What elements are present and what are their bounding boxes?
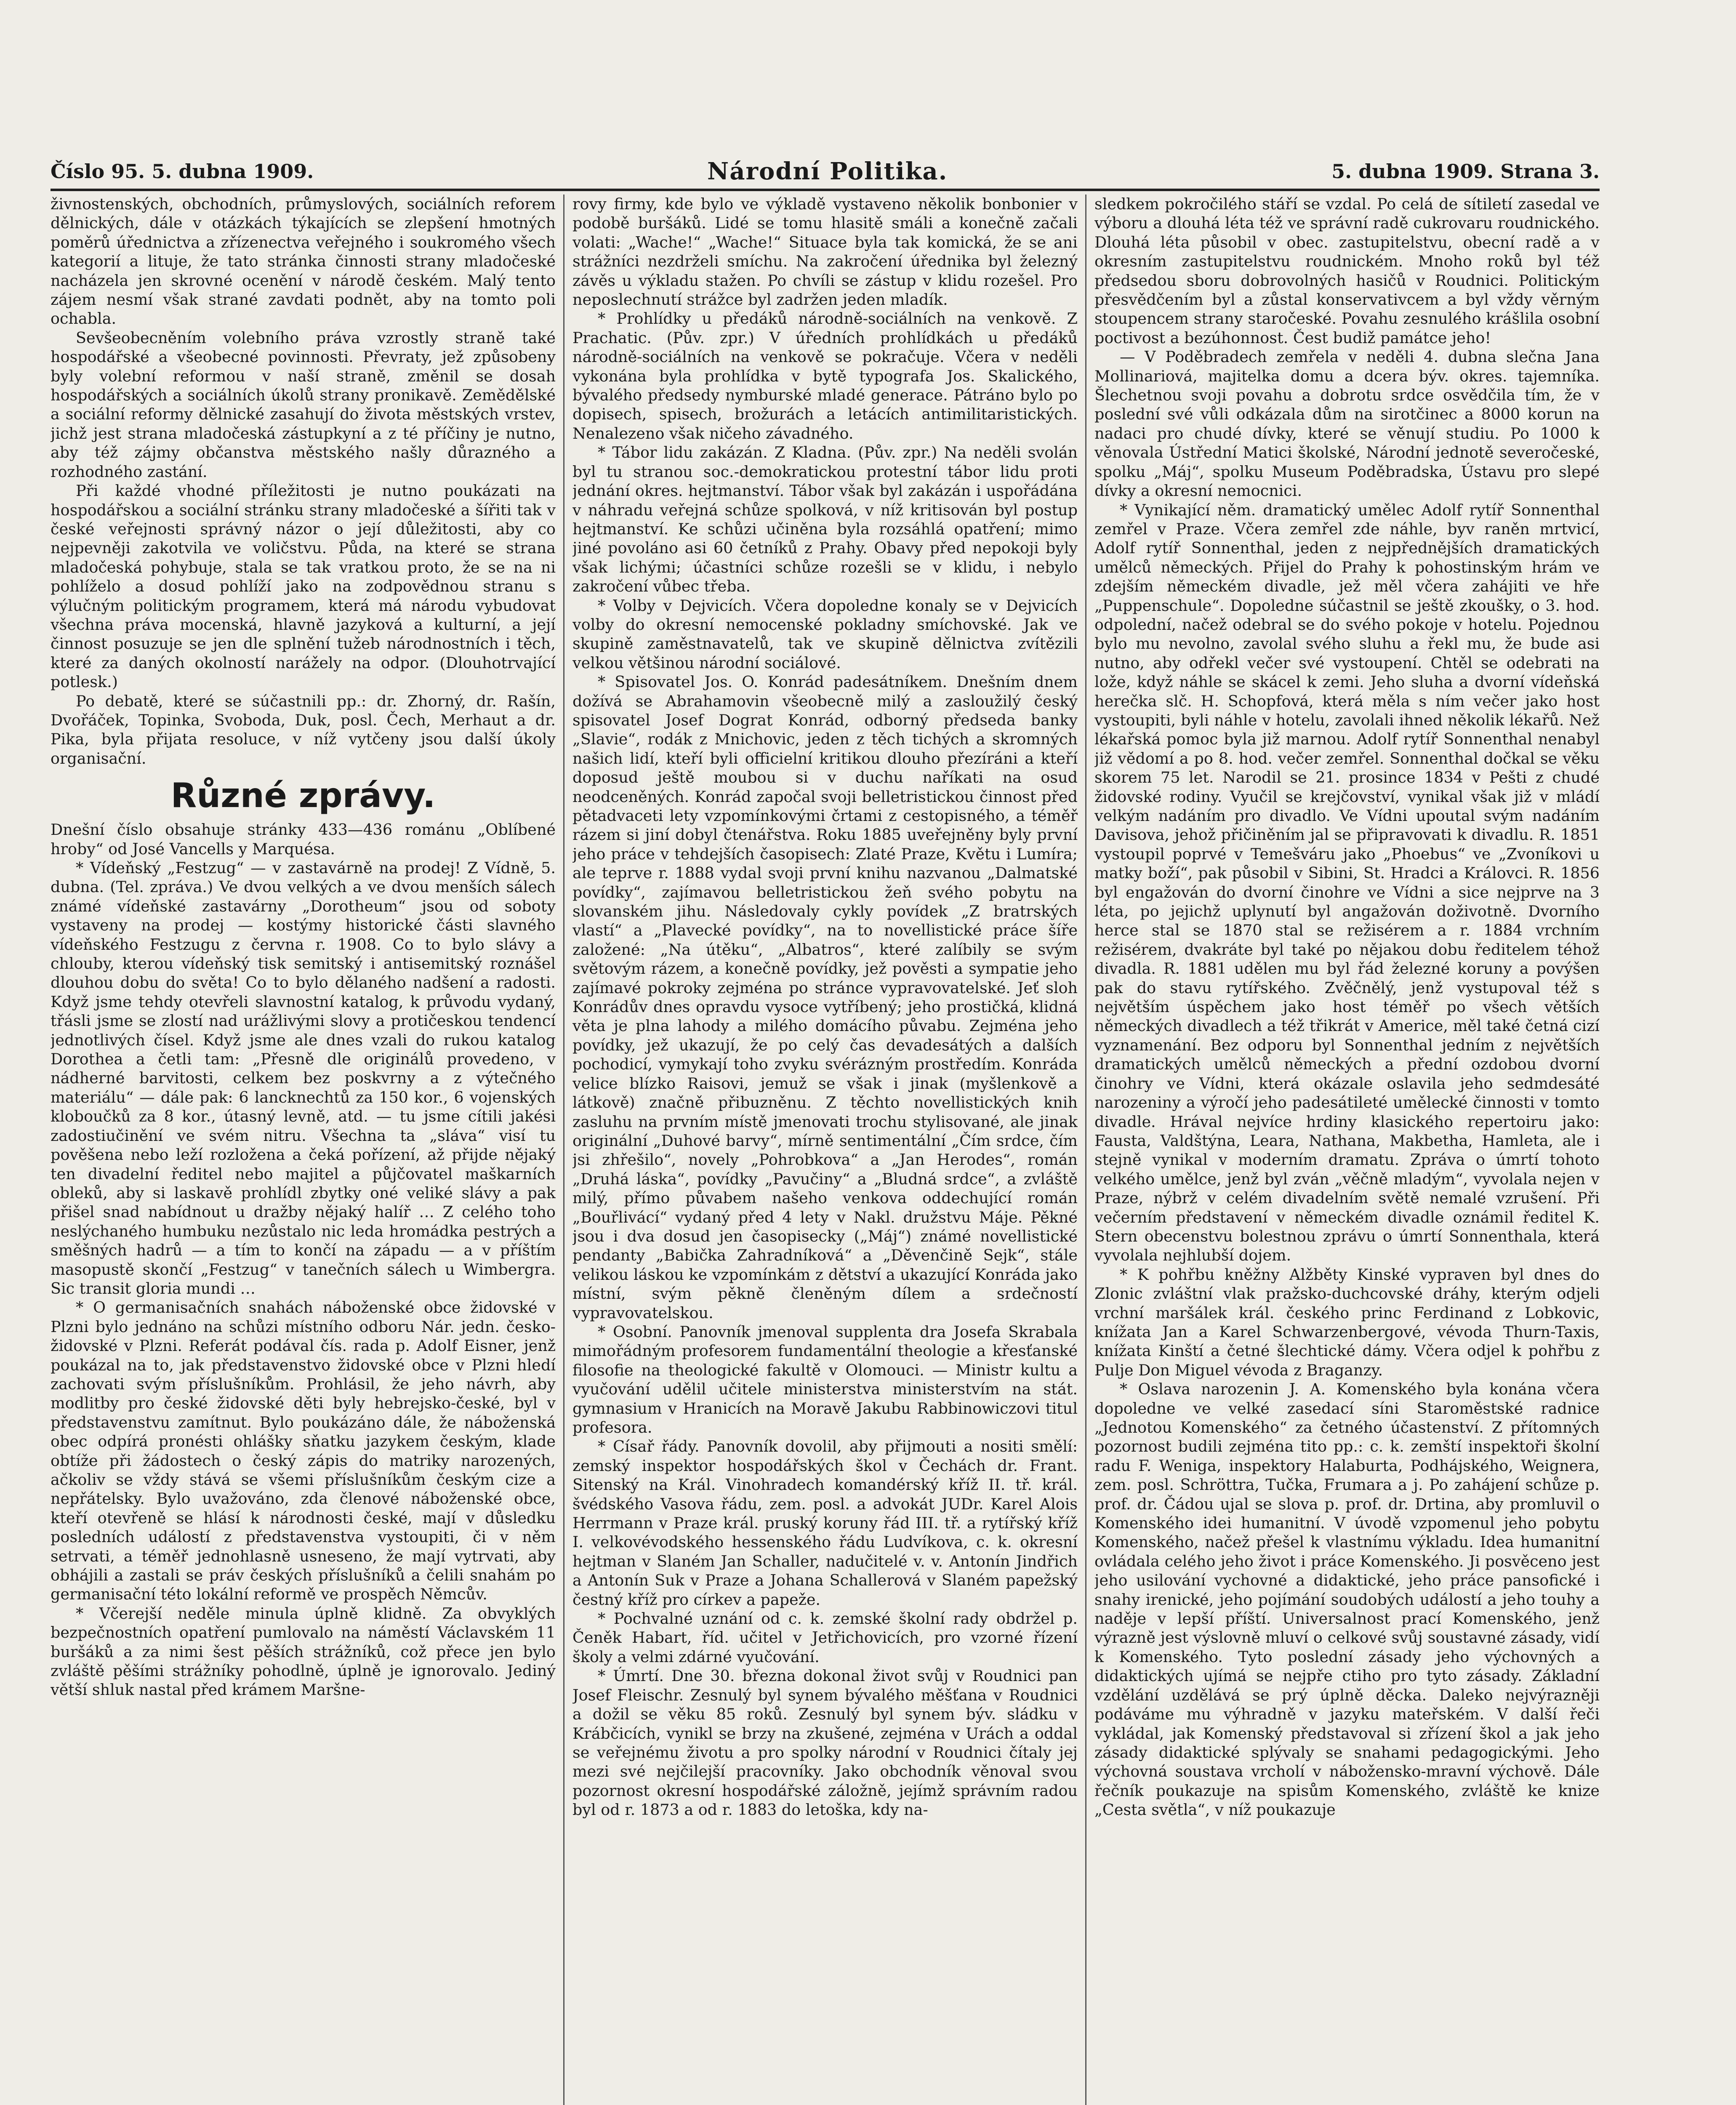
article-paragraph: rovy firmy, kde bylo ve výkladě vystaveno několik bonbonier v podobě buršáků. Lidé se tomu hlasitě smáli a konečně začali volati: „Wache!“ „Wache!“ Situace byla tak komická, že se ani strážníci nezdrželi smíchu. Na zakročení úřednika byl železný závěs u výkladu stažen. Po chvíli se zástup v klidu rozešel. Pro neposlechnutí strážce byl zadržen jeden mladík. [572, 195, 1078, 309]
article-paragraph: * Volby v Dejvicích. Včera dopoledne konaly se v Dejvicích volby do okresní nemocenské pokladny smíchovské. Jak ve skupině zaměstnavatelů, tak ve skupině dělnictva zvítězili velkou většinou národní sociálové. [572, 596, 1078, 672]
column-divider [563, 195, 564, 2105]
article-paragraph: * Oslava narozenin J. A. Komenského byla konána včera dopoledne ve velké zasedací síni Staroměstské radnice „Jednotou Komenského“ za četného účastenství. Z přítomných pozornost budili zejména tito pp.: c. k. zemští inspektoři školní radu F. Weniga, inspektory Halaburta, Podhájského, Weignera, zem. posl. Schröttra, Tučka, Frumara a j. Po zahájení schůze p. prof. dr. Čádou ujal se slova p. prof. dr. Drtina, aby promluvil o Komenského idei humanitní. V úvodě vzpomenul jeho pobytu Komenského, načež přešel k vlastnímu výkladu. Idea humanitní ovládala celého jeho život i práce Komenského. Ji posvěceno jest jeho usilování vychovné a didaktické, jeho práce pansofické i snahy irenické, jeho pojímání soudobých událostí a jeho touhy a naděje v lepší příští. Universalnost prací Komenského, jenž výrazně jest výslovně mluví o celkové svůj soustavné zásady, vidí k Komenského. Tyto poslední zásady jeho výchovných a didaktických ujímá se nejpře ctiho pro tyto zásady. Základní vzdělání uzdělává se prý úplně děcka. Daleko nejvýrazněji podáváme mu výhradně v jazyku mateřském. V další řeči vykládal, jak Komenský představoval si zřízení škol a jak jeho zásady didaktické splývaly se snahami pedagogickými. Jeho výchovná soustava vrcholí v nábožensko-mravní výchově. Dále řečník poukazuje na spisům Komenského, zvláště ke knize „Cesta světla“, v níž poukazuje [1094, 1380, 1600, 1819]
article-paragraph: * Včerejší neděle minula úplně klidně. Za obvyklých bezpečnostních opatření pumlovalo na náměstí Václavském 11 buršáků a za nimi šest pěších strážníků, což přece jen bylo zvláště pěšími strážníky pohodlně, úplně je ignorovalo. Jediný větší shluk nastal před krámem Maršne- [51, 1604, 556, 1699]
masthead: Národní Politika. [707, 157, 948, 185]
article-paragraph: * Vídeňský „Festzug“ — v zastavárně na prodej! Z Vídně, 5. dubna. (Tel. zpráva.) Ve dvou velkých a ve dvou menších sálech známé vídeňské zastavárny „Dorotheum“ jsou od soboty vystaveny na prodej — kostýmy historické části slavného vídeňského Festzugu z června r. 1908. Co to bylo slávy a chlouby, kterou vídeňský tisk semitský i antisemitský roznášel dlouhou dobu do světa! Co to bylo dělaného nadšení a radosti. Když jsme tehdy otevřeli slavnostní katalog, k průvodu vydaný, třásli jsme se zlostí nad urážlivými slovy a protičeskou tendencí jednotlivých čísel. Když jsme ale dnes vzali do rukou katalog Dorothea a četli tam: „Přesně dle originálů provedeno, v nádherné barvitosti, celkem bez poskvrny a z výtečného materiálu“ — dále pak: 6 lancknechtů za 150 kor., 6 vojenských kloboučků za 8 kor., útasný levně, atd. — tu jsme cítili jakési zadostiučinění ve svém nitru. Všechna ta „sláva“ visí tu pověšena nebo leží rozložena a čeká pořízení, až přijde nějaký ten divadelní ředitel nebo majitel a půjčovatel maškarních obleků, aby si laskavě prohlídl zbytky oné veliké slávy a pak přišel snad nabídnout u dražby nějaký halíř … Z celého toho neslýchaného humbuku nezůstalo nic leda hromádka pestrých a směšných hadrů — a tím to končí na západu — a v příštím masopustě skončí „Festzug“ v tanečních sálech u Wimbergra. Sic transit gloria mundi … [51, 859, 556, 1298]
article-paragraph: sledkem pokročilého stáří se vzdal. Po celá de sítiletí zasedal ve výboru a dlouhá léta též ve správní radě cukrovaru roudnického. Dlouhá léta působil v obec. zastupitelstvu, obecní radě a v okresním zastupitelstvu roudnickém. Mnoho roků byl též předsedou sboru dobrovolných hasičů v Roudnici. Politickým přesvědčením byl a zůstal konservativcem a byl vždy věrným stoupencem strany staročeské. Povahu zesnulého krášlila osobní poctivost a bezúhonnost. Čest budiž památce jeho! [1094, 195, 1600, 347]
article-paragraph: Při každé vhodné příležitosti je nutno poukázati na hospodářskou a sociální stránku strany mladočeské a šířiti tak v české veřejnosti správný názor o její důležitosti, aby co nejpevněji zakotvila ve voličstvu. Půda, na které se strana mladočeská pohybuje, stala se tak vratkou proto, že se na ni pohlíželo a dosud pohlíží jako na zodpovědnou stranu s výlučným politickým programem, která má národu vybudovat všechna práva mocenská, hlavně jazyková a kulturní, a její činnost posuzuje se jen dle splnění tužeb národnostních i těch, které za daných okolností narážely na odpor. (Dlouhotrvající potlesk.) [51, 482, 556, 691]
article-paragraph: Dnešní číslo obsahuje stránky 433—436 románu „Oblíbené hroby“ od José Vancells y Marquésa. [51, 821, 556, 858]
article-paragraph: * Vynikající něm. dramatický umělec Adolf rytíř Sonnenthal zemřel v Praze. Včera zemřel zde náhle, byv raněn mrtvicí, Adolf rytíř Sonnenthal, jeden z nejpřednějších dramatických umělců německých. Přijel do Prahy k pohostinským hrám ve zdejším německém divadle, jež měl včera zahájiti ve hře „Puppenschule“. Dopoledne súčastnil se ještě zkoušky, o 3. hod. odpolední, načež odebral se do svého pokoje v hotelu. Pojednou bylo mu nevolno, zavolal svého sluhu a řekl mu, že bude asi nutno, aby odřekl večer své vystoupení. Chtěl se odebrati na lože, když náhle se skácel k zemi. Jeho sluha a dvorní vídeňská herečka slč. H. Schopfová, která měla s ním večer jako host vystoupiti, byli náhle v hotelu, zavolali ihned několik lékařů. Než lékařská pomoc byla již marnou. Adolf rytíř Sonnenthal nenabyl již vědomí a po 8. hod. večer zemřel. Sonnenthal dočkal se věku skorem 75 let. Narodil se 21. prosince 1834 v Pešti z chudé židovské rodiny. Vyučil se krejčovství, vynikal však již v mládí velkým nadáním pro divadlo. Ve Vídni upoutal svým nadáním Davisova, jehož přičiněním jal se připravovati k divadlu. R. 1851 vystoupil poprvé v Temešváru jako „Phoebus“ ve „Zvoníkovi u matky boží“, pak působil v Sibini, St. Hradci a Královci. R. 1856 byl engažován do dvorní činohre ve Vídni a sice nejprve na 3 léta, po jejichž uplynutí byl angažován doživotně. Dvorního herce stal se 1870 stal se režisérem a r. 1884 vrchním režisérem, dvakráte byl také po nějakou dobu ředitelem téhož divadla. R. 1881 udělen mu byl řád železné koruny a povýšen pak do stavu rytířského. Zvěčnělý, jenž vystupoval též s největším úspěchem jako host téměř po všech větších německých divadlech a též třikrát v Americe, měl také četná cizí vyznamenání. Bez odporu byl Sonnenthal jedním z největších dramatických umělců německých a přední ozdobou dvorní činohry ve Vídni, která okázale oslavila jeho sedmdesáté narozeniny a výročí jeho padesátileté umělecké činnosti v tomto divadle. Hrával nejvíce hrdiny klasického repertoiru jako: Fausta, Valdštýna, Leara, Nathana, Makbetha, Hamleta, ale i stejně vynikal v moderním dramatu. Zpráva o úmrtí tohoto velkého umělce, jenž byl zván „věčně mladým“, vyvolala nejen v Praze, nýbrž v celém divadelním světě nemalé vzrušení. Při večerním představení v německém divadle oznámil ředitel K. Stern obecenstvu bolestnou zprávu o úmrtí Sonnenthala, která vyvolala nejhlubší dojem. [1094, 501, 1600, 1265]
article-paragraph: * Pochvalné uznání od c. k. zemské školní rady obdržel p. Čeněk Habart, říd. učitel v Jetřichovicích, pro vzorné řízení školy a velmi zdárné vyučování. [572, 1609, 1078, 1666]
header-rule [51, 189, 1600, 191]
column-3 [1094, 195, 1600, 2105]
issue-date: Číslo 95. 5. dubna 1909. [51, 160, 314, 183]
article-paragraph: * Prohlídky u předáků národně-sociálních na venkově. Z Prachatic. (Pův. zpr.) V úředních prohlídkách u předáků národně-sociálních na venkově se pokračuje. Včera v neděli vykonána byla prohlídka v bytě typografa Jos. Skalického, bývalého předsedy nymburské mladé generace. Pátráno bylo po dopisech, spisech, brožurách a letácích antimilitaristických. Nenalezeno však ničeho závadného. [572, 309, 1078, 442]
article-paragraph: * Osobní. Panovník jmenoval supplenta dra Josefa Skrabala mimořádným profesorem fundamentální theologie a křesťanské filosofie na theologické fakultě v Olomouci. — Ministr kultu a vyučování udělil učitele ministerstva ministerstvím na stát. gymnasium v Hranicích na Moravě Jakubu Rabbinowiczovi titul profesora. [572, 1322, 1078, 1436]
article-paragraph: Po debatě, které se súčastnili pp.: dr. Zhorný, dr. Rašín, Dvořáček, Topinka, Svoboda, Duk, posl. Čech, Merhaut a dr. Pika, byla přijata resoluce, v níž vytčeny jsou další úkoly organisační. [51, 692, 556, 767]
article-paragraph: * K pohřbu kněžny Alžběty Kinské vypraven byl dnes do Zlonic zvláštní vlak pražsko-duchcovské dráhy, kterým odjeli vrchní maršálek král. českého princ Ferdinand z Lobkovic, knížata Jan a Karel Schwarzenbergové, vévoda Thurn-Taxis, knížata Kinští a četné šlechtické dámy. Včera odjel k pohřbu z Pulje Don Miguel vévoda z Braganzy. [1094, 1265, 1600, 1379]
article-paragraph: * O germanisačních snahách náboženské obce židovské v Plzni bylo jednáno na schůzi místního odboru Nár. jedn. česko-židovské v Plzni. Referát podával čís. rada p. Adolf Eisner, jenž poukázal na to, jak představenstvo židovské obce v Plzni hledí zachovati svým příslušníkům. Prohlásil, že jeho návrh, aby modlitby pro české židovské děti byly hebrejsko-české, byl v představenstvu zamítnut. Bylo poukázáno dále, že náboženská obec odpírá pronésti ohlášky sňatku jazykem českým, klade obtíže při žádostech o český zápis do matriky narozených, ačkoliv se vždy stává se všemi příslušníkům českým cize a nepřátelsky. Bylo uvažováno, zda členové náboženské obce, kteří otevřeně se hlásí k národnosti české, mají v důsledku posledních událostí z představenstva vystoupiti, či v něm setrvati, a téměř jednohlasně usneseno, že mají vytrvati, aby obhájili a zastali se práv českých příslušníků a čelili snahám po germanisační této lokální reformě ve prospěch Němcův. [51, 1298, 556, 1604]
article-paragraph: * Spisovatel Jos. O. Konrád padesátníkem. Dnešním dnem dožívá se Abrahamovin všeobecně milý a zasloužilý český spisovatel Josef Dograt Konrád, odborný předseda banky „Slavie“, rodák z Mnichovic, jeden z těch tichých a skromných našich lidí, kteří byli officielní kritikou dlouho přezíráni a kteří doposud ještě moubou si v duchu naříkati na osud neodceněných. Konrád započal svoji belletristickou činnost před pětadvaceti lety vzpomínkovými črtami z cestopisného, a téměř rázem si jiní dobyl čtenářstva. Roku 1885 uveřejněny byly první jeho práce v tehdejších časopisech: Zlaté Praze, Květu i Lumíra; ale teprve r. 1888 vydal svoji první knihu nazvanou „Dalmatské povídky“, zajímavou belletristickou žeň svého pobytu na slovanském jihu. Následovaly cykly povídek „Z bratrských vlastí“ a „Plavecké povídky“, na to novellistické práce šíře založené: „Na útěku“, „Albatros“, které zalíbily se svým světovým rázem, a konečně povídky, jež pověsti a sympatie jeho zajímavé pokroky zejména po stránce vypravovatelské. Jeť sloh Konrádův dnes opravdu vysoce vytříbený; jeho prostičká, klidná věta je plna lahody a milého domácího půvabu. Zejména jeho povídky, jež ukazují, že po celý čas devadesátých a dalších pochodicí, vymykají toho zvyku svérázným prostředím. Konráda velice blízko Raisovi, jemuž se však i jinak (myšlenkově a látkově) značně přibuzněnu. Z těchto novellistických knih zasluhu na prvním místě jmenovati trochu stylisované, ale jinak originální „Duhové barvy“, mírně sentimentální „Čím srdce, čím jsi zhřešilo“, novely „Pohrobkova“ a „Jan Herodes“, román „Druhá láska“, povídky „Pavučiny“ a „Bludná srdce“, a zvláště milý, přímo půvabem našeho venkova oddechující román „Bouřlivácí“ vydaný před 4 lety v Nakl. družstvu Máje. Pěkné jsou i dva dosud jen časopisecky („Máj“) známé novellistické pendanty „Babička Zahradníková“ a „Děvenčině Sejk“, stále velikou láskou ke vzpomínkám z dětství a ukazující Konráda jako místní, svým pěkně členěným dílem a srdečností vypravovatelskou. [572, 673, 1078, 1322]
page-label: 5. dubna 1909. Strana 3. [1331, 160, 1600, 183]
article-paragraph: * Úmrtí. Dne 30. března dokonal život svůj v Roudnici pan Josef Fleischr. Zesnulý byl synem bývalého měšťana v Roudnici a dožil se věku 85 roků. Zesnulý byl synem býv. sládku v Krábčicích, vynikl se brzy na zkušené, zejména v Urách a oddal se veřejnému životu a pro spolky národní v Roudnici čítaly jej mezi své nejčilejší pracovníky. Jako obchodník věnoval svou pozornost okresní hospodářské záložně, jejímž správním radou byl od r. 1873 a od r. 1883 do letoška, kdy na- [572, 1667, 1078, 1819]
article-paragraph: živnostenských, obchodních, průmyslových, sociálních reforem dělnických, dále v otázkách týkajících se zlepšení hmotných poměrů úřednictva a zřízenectva veřejného i soukromého všech kategorií a lituje, že tato stránka činnosti strany mladočeské nacházela jen skrovné ocenění v národě českém. Malý tento zájem nesmí však strané zavdati podnět, aby na tomto poli ochabla. [51, 195, 556, 328]
page-header [51, 152, 1600, 189]
section-heading: Různé zprávy. [170, 776, 436, 815]
column-divider [1085, 195, 1086, 2105]
column-2 [572, 195, 1078, 2105]
column-1 [51, 195, 556, 2105]
article-paragraph: * Císař řády. Panovník dovolil, aby přijmouti a nositi smělí: zemský inspektor hospodářských škol v Čechách dr. Frant. Sitenský na Král. Vinohradech komandérský kříž II. tř. král. švédského Vasova řádu, zem. posl. a advokát JUDr. Karel Alois Herrmann v Praze král. pruský koruny řád III. tř. a rytířský kříž I. velkovévodského hessenského řádu Ludvíkova, c. k. okresní hejtman v Slaném Jan Schaller, nadučitelé v. v. Antonín Jindřich a Antonín Suk v Praze a Johana Schallerová v Slaném papežský čestný kříž pro církev a papeže. [572, 1437, 1078, 1609]
article-paragraph: Sevšeobecněním volebního práva vzrostly straně také hospodářské a všeobecné povinnosti. Převraty, jež způsobeny byly volební reformou v naší straně, změnil se dosah hospodářských a sociálních úkolů strany pronikavě. Zemědělské a sociální reformy dělnické zasahují do života městských vrstev, jichž jest strana mladočeská zástupkyní a z té příčiny je nutno, aby též zájmy občanstva městského našly důrazného a rozhodného zastání. [51, 328, 556, 481]
article-paragraph: * Tábor lidu zakázán. Z Kladna. (Pův. zpr.) Na neděli svolán byl tu stranou soc.-demokratickou protestní tábor lidu proti jednání okres. hejtmanství. Tábor však byl zakázán i uspořádána v náhradu veřejná schůze spolková, v níž kritisován byl postup hejtmanství. Ke schůzi učiněna byla rozsáhlá opatření; mimo jiné povoláno asi 60 četníků z Prahy. Obavy před nepokoji byly však lichými; účastníci schůze rozešli se v klidu, i nebylo zakročení vůbec třeba. [572, 443, 1078, 596]
article-paragraph: — V Poděbradech zemřela v neděli 4. dubna slečna Jana Mollinariová, majitelka domu a dcera býv. okres. tajemníka. Šlechetnou svoji povahu a dobrotu srdce osvědčila tím, že v poslední své vůli odkázala dům na sirotčinec a 8000 korun na nadaci pro chudé dívky, které se věnují studiu. Po 1000 k věnovala Ústřední Matici školské, Národní jednotě severočeské, spolku „Máj“, spolku Museum Poděbradska, Ústavu pro slepé dívky a okresní nemocnici. [1094, 348, 1600, 500]
